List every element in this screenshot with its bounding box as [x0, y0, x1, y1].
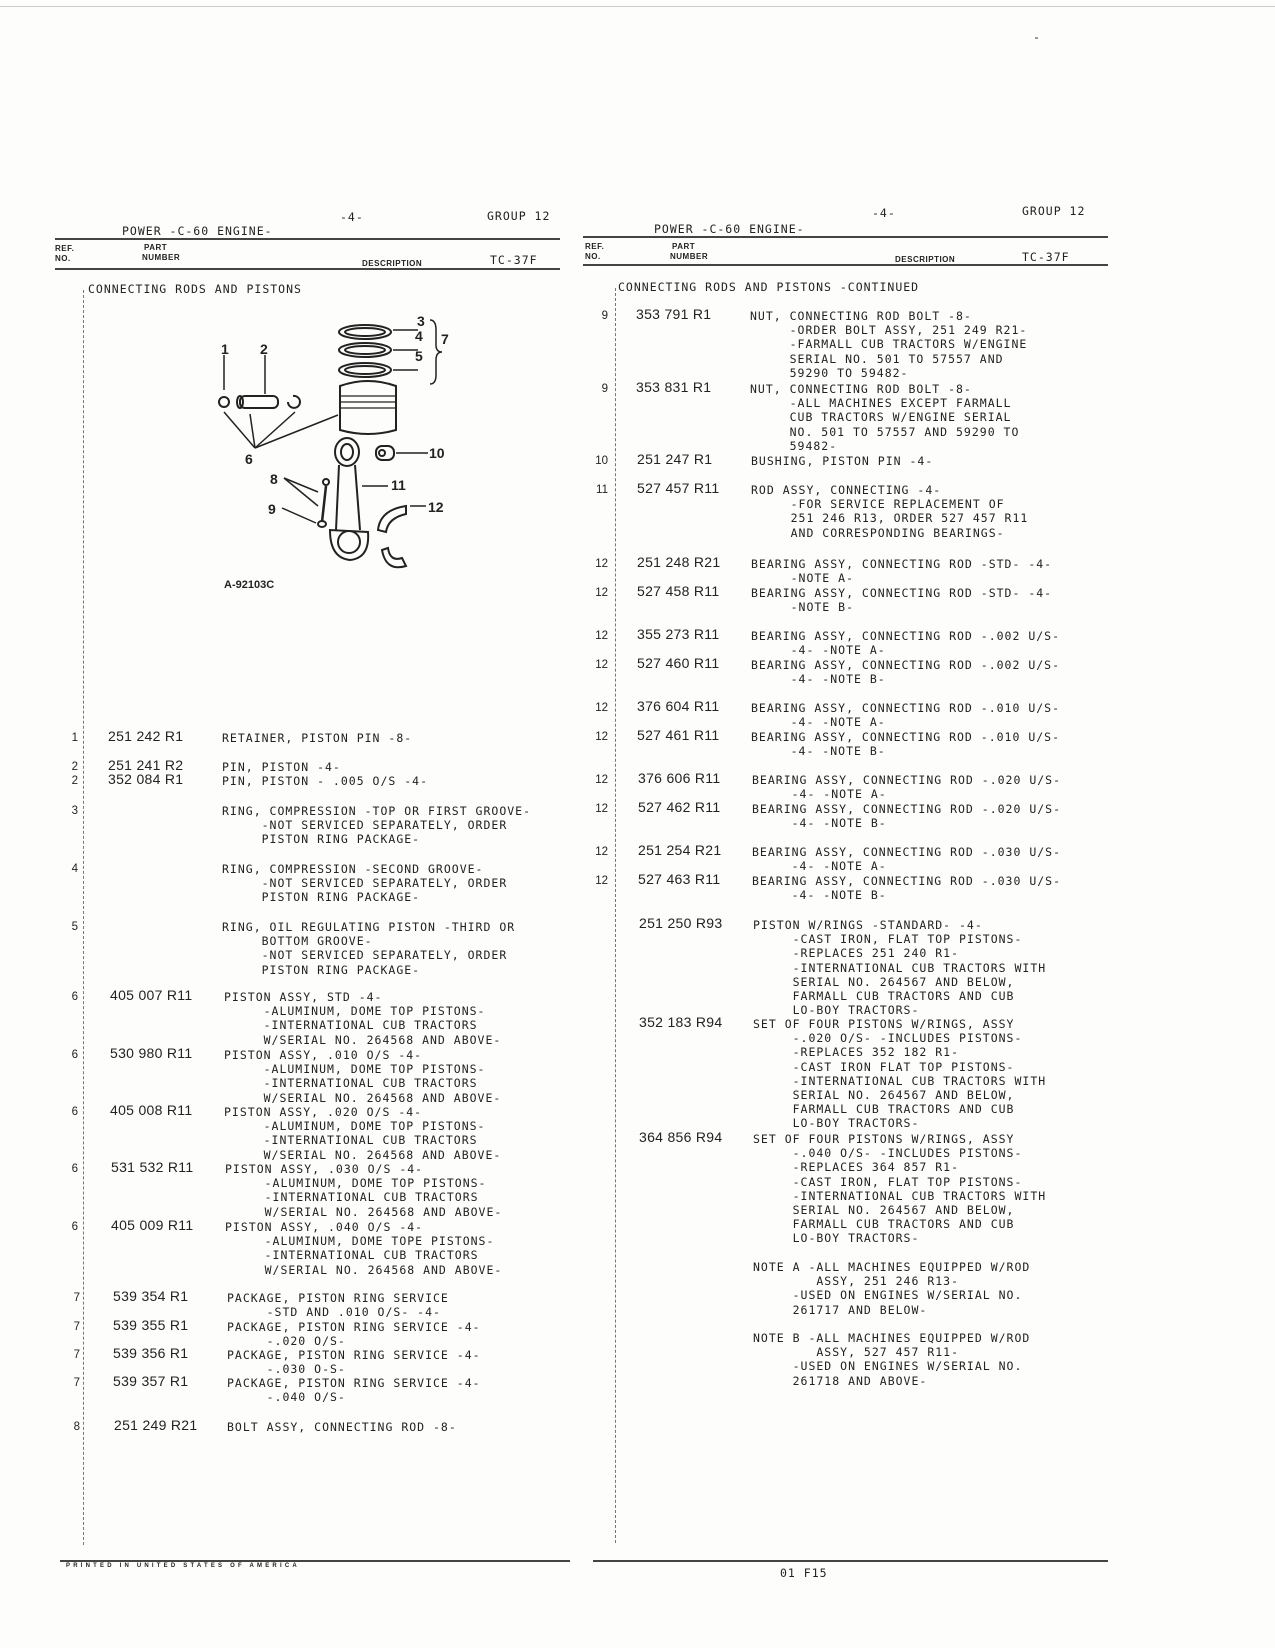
- part-number: 539 356 R1: [113, 1345, 189, 1361]
- description: BOLT ASSY, CONNECTING ROD -8-: [227, 1420, 457, 1434]
- ref-number: 12: [595, 630, 608, 642]
- part-number: 405 008 R11: [110, 1102, 193, 1118]
- callout-10: 10: [429, 445, 445, 461]
- page-number: -4-: [340, 210, 364, 224]
- part-number: 527 461 R11: [637, 727, 720, 743]
- ref-number: 10: [595, 455, 608, 467]
- callout-8: 8: [270, 471, 278, 487]
- col-ref-line2: NO.: [55, 254, 71, 263]
- callout-9: 9: [268, 501, 276, 517]
- description: PISTON W/RINGS -STANDARD- -4- -CAST IRON, FLAT TOP PISTONS- -REPLACES 251 240 R1- -INTERNATIONAL CUB TRACTORS WITH SERIAL NO. 264567 AND BELOW, FARMALL CUB TRACTORS AND CUB LO-BOY TRACTORS-: [753, 918, 1047, 1018]
- part-number: 251 254 R21: [638, 842, 722, 858]
- corner-mark: -: [1033, 30, 1041, 44]
- ref-number: 12: [595, 587, 608, 599]
- catalog-code: TC-37F: [1022, 250, 1070, 264]
- part-number: 527 462 R11: [638, 799, 721, 815]
- ref-number: 6: [71, 1106, 78, 1118]
- engine-title: POWER -C-60 ENGINE-: [122, 224, 273, 238]
- col-ref-line1: REF.: [585, 242, 605, 251]
- part-number: 527 460 R11: [637, 655, 720, 671]
- col-desc-header: DESCRIPTION: [895, 255, 956, 264]
- ref-number: 7: [73, 1377, 80, 1389]
- ref-number: 6: [71, 991, 78, 1003]
- description: BEARING ASSY, CONNECTING ROD -.010 U/S- -4- -NOTE A-: [751, 701, 1061, 730]
- part-number: 405 009 R11: [111, 1217, 194, 1233]
- ref-number: 7: [73, 1292, 80, 1304]
- ring-4-icon: [339, 343, 391, 357]
- section-title: CONNECTING RODS AND PISTONS -CONTINUED: [618, 280, 920, 294]
- ref-number: 6: [71, 1163, 78, 1175]
- header-rule: [55, 238, 560, 240]
- description: BEARING ASSY, CONNECTING ROD -.010 U/S- -4- -NOTE B-: [751, 730, 1061, 759]
- part-number: 251 247 R1: [637, 451, 713, 467]
- ref-number: 12: [595, 846, 608, 858]
- header-rule-bottom: [55, 268, 560, 270]
- part-number: 539 357 R1: [113, 1373, 189, 1389]
- connecting-rod-icon: [330, 438, 368, 560]
- part-number: 251 249 R21: [114, 1417, 198, 1433]
- ref-number: 12: [595, 731, 608, 743]
- ref-number: 7: [73, 1349, 80, 1361]
- callout-4: 4: [415, 328, 423, 344]
- part-number: 251 242 R1: [108, 728, 184, 744]
- description: SET OF FOUR PISTONS W/RINGS, ASSY -.020 O/S- -INCLUDES PISTONS- -REPLACES 352 182 R1- -CAST IRON FLAT TOP PISTONS- -INTERNATIONAL CUB TRACTORS WITH SERIAL NO. 264567 AND BELOW, FARMALL CUB TRACTORS AND CUB LO-BOY TRACTORS-: [753, 1017, 1047, 1131]
- bearing-shells-icon: [378, 506, 406, 567]
- ref-number: 12: [595, 702, 608, 714]
- part-number: 530 980 R11: [110, 1045, 193, 1061]
- part-number: 376 606 R11: [638, 770, 721, 786]
- description: BEARING ASSY, CONNECTING ROD -.002 U/S- -4- -NOTE B-: [751, 658, 1061, 687]
- note-b: NOTE B -ALL MACHINES EQUIPPED W/ROD ASSY, 527 457 R11- -USED ON ENGINES W/SERIAL NO. 261718 AND ABOVE-: [753, 1331, 1031, 1388]
- description: RING, OIL REGULATING PISTON -THIRD OR BOTTOM GROOVE- -NOT SERVICED SEPARATELY, ORDER PISTON RING PACKAGE-: [222, 920, 516, 977]
- description: BEARING ASSY, CONNECTING ROD -.030 U/S- -4- -NOTE A-: [752, 845, 1062, 874]
- header-rule-bottom: [583, 264, 1108, 266]
- part-number: 376 604 R11: [637, 698, 720, 714]
- col-part-line1: PART: [672, 242, 696, 251]
- right-ref-separator: [615, 288, 616, 1543]
- section-title: CONNECTING RODS AND PISTONS: [88, 282, 302, 296]
- figure-id: A-92103C: [224, 579, 275, 591]
- part-number: 527 458 R11: [637, 583, 720, 599]
- ref-number: 3: [71, 805, 78, 817]
- page-number: -4-: [872, 206, 896, 220]
- ref-number: 7: [73, 1321, 80, 1333]
- callout-12: 12: [428, 499, 444, 515]
- callout-11: 11: [391, 477, 406, 493]
- footer-rule-left: [60, 1560, 570, 1562]
- description: PISTON ASSY, .010 O/S -4- -ALUMINUM, DOME TOP PISTONS- -INTERNATIONAL CUB TRACTORS W/SERIAL NO. 264568 AND ABOVE-: [224, 1048, 502, 1105]
- description: PACKAGE, PISTON RING SERVICE -4- -.020 O/S-: [227, 1320, 481, 1349]
- description: PIN, PISTON - .005 O/S -4-: [222, 774, 429, 788]
- rod-nut-icon: [318, 521, 326, 527]
- description: PIN, PISTON -4-: [222, 760, 341, 774]
- ref-number: 11: [596, 484, 608, 496]
- piston-icon: [340, 381, 396, 434]
- description: PISTON ASSY, .020 O/S -4- -ALUMINUM, DOME TOP PISTONS- -INTERNATIONAL CUB TRACTORS W/SERIAL NO. 264568 AND ABOVE-: [224, 1105, 502, 1162]
- ref-number: 8: [73, 1421, 80, 1433]
- footer-rule-right: [593, 1560, 1108, 1562]
- part-number: 352 183 R94: [639, 1014, 723, 1030]
- ref-number: 5: [71, 921, 78, 933]
- piston-rod-diagram: [210, 310, 490, 600]
- description: BEARING ASSY, CONNECTING ROD -STD- -4- -NOTE A-: [751, 557, 1053, 586]
- col-desc-header: DESCRIPTION: [362, 259, 423, 268]
- callout-6: 6: [245, 451, 253, 467]
- group-label: GROUP 12: [1022, 204, 1086, 218]
- col-ref-line2: NO.: [585, 252, 601, 261]
- part-number: 251 250 R93: [639, 915, 723, 931]
- description: NUT, CONNECTING ROD BOLT -8- -ORDER BOLT ASSY, 251 249 R21- -FARMALL CUB TRACTORS W/ENGINE SERIAL NO. 501 TO 57557 AND 59290 TO 59482-: [750, 309, 1028, 380]
- left-ref-separator: [83, 290, 84, 1545]
- scan-top-edge: [0, 6, 1275, 7]
- footer-code: 01 F15: [780, 1566, 828, 1580]
- col-part-line1: PART: [144, 243, 168, 252]
- piston-pin-icon: [237, 396, 278, 408]
- col-part-line2: NUMBER: [670, 252, 709, 261]
- description: RING, COMPRESSION -SECOND GROOVE- -NOT SERVICED SEPARATELY, ORDER PISTON RING PACKAGE-: [222, 862, 508, 905]
- catalog-code: TC-37F: [490, 253, 538, 267]
- part-number: 353 791 R1: [636, 306, 712, 322]
- description: SET OF FOUR PISTONS W/RINGS, ASSY -.040 O/S- -INCLUDES PISTONS- -REPLACES 364 857 R1- -CAST IRON, FLAT TOP PISTONS- -INTERNATIONAL CUB TRACTORS WITH SERIAL NO. 264567 AND BELOW, FARMALL CUB TRACTORS AND CUB LO-BOY TRACTORS-: [753, 1132, 1047, 1246]
- part-number: 364 856 R94: [639, 1129, 723, 1145]
- ref-number: 2: [71, 775, 78, 787]
- ref-number: 2: [71, 761, 78, 773]
- col-ref-line1: REF.: [55, 244, 75, 253]
- header-rule: [583, 236, 1108, 238]
- part-number: 352 084 R1: [108, 771, 184, 787]
- description: ROD ASSY, CONNECTING -4- -FOR SERVICE REPLACEMENT OF 251 246 R13, ORDER 527 457 R11 AND CORRESPONDING BEARINGS-: [751, 483, 1029, 540]
- ref-number: 12: [595, 774, 608, 786]
- printed-in-usa: PRINTED IN UNITED STATES OF AMERICA: [66, 1563, 300, 1569]
- engine-title: POWER -C-60 ENGINE-: [654, 222, 805, 236]
- col-part-header: [670, 242, 708, 262]
- callout-7: 7: [441, 331, 449, 347]
- ref-number: 6: [71, 1221, 78, 1233]
- description: BEARING ASSY, CONNECTING ROD -.020 U/S- -4- -NOTE B-: [752, 802, 1062, 831]
- part-number: 251 241 R2: [108, 757, 184, 773]
- description: NUT, CONNECTING ROD BOLT -8- -ALL MACHINES EXCEPT FARMALL CUB TRACTORS W/ENGINE SERIAL NO. 501 TO 57557 AND 59290 TO 59482-: [750, 382, 1020, 453]
- part-number: 405 007 R11: [110, 987, 193, 1003]
- ref-number: 12: [595, 659, 608, 671]
- ref-number: 12: [595, 558, 608, 570]
- part-number: 527 463 R11: [638, 871, 721, 887]
- ref-number: 4: [71, 863, 78, 875]
- part-number: 355 273 R11: [637, 626, 720, 642]
- part-number: 539 354 R1: [113, 1288, 189, 1304]
- group-label: GROUP 12: [487, 209, 551, 223]
- description: PISTON ASSY, STD -4- -ALUMINUM, DOME TOP PISTONS- -INTERNATIONAL CUB TRACTORS W/SERIAL NO. 264568 AND ABOVE-: [224, 990, 502, 1047]
- col-part-header: [142, 243, 180, 263]
- callout-3: 3: [417, 313, 425, 329]
- ref-number: 1: [71, 732, 78, 744]
- ref-number: 9: [601, 310, 608, 322]
- callout-1: 1: [221, 341, 229, 357]
- ref-number: 9: [601, 383, 608, 395]
- callout-2: 2: [260, 341, 268, 357]
- note-a: NOTE A -ALL MACHINES EQUIPPED W/ROD ASSY, 251 246 R13- -USED ON ENGINES W/SERIAL NO. 261717 AND BELOW-: [753, 1260, 1031, 1317]
- rod-bolt-icon: [322, 479, 329, 522]
- retainer-left-icon: [219, 397, 229, 407]
- description: PISTON ASSY, .040 O/S -4- -ALUMINUM, DOME TOPE PISTONS- -INTERNATIONAL CUB TRACTORS W/SERIAL NO. 264568 AND ABOVE-: [225, 1220, 503, 1277]
- col-ref-header: [585, 242, 604, 262]
- ring-3-icon: [339, 325, 391, 339]
- col-ref-header: [55, 244, 74, 264]
- ring-5-icon: [339, 363, 391, 377]
- part-number: 539 355 R1: [113, 1317, 189, 1333]
- description: BEARING ASSY, CONNECTING ROD -.020 U/S- -4- -NOTE A-: [752, 773, 1062, 802]
- part-number: 251 248 R21: [637, 554, 721, 570]
- part-number: 527 457 R11: [637, 480, 720, 496]
- description: PACKAGE, PISTON RING SERVICE -STD AND .010 O/S- -4-: [227, 1291, 449, 1320]
- callout-5: 5: [415, 348, 423, 364]
- ref-number: 6: [71, 1049, 78, 1061]
- description: BUSHING, PISTON PIN -4-: [751, 454, 934, 468]
- ref-number: 12: [595, 803, 608, 815]
- part-number: 531 532 R11: [111, 1159, 194, 1175]
- col-part-line2: NUMBER: [142, 253, 181, 262]
- bushing-icon: [376, 446, 394, 460]
- description: RETAINER, PISTON PIN -8-: [222, 731, 413, 745]
- ref-number: 12: [595, 875, 608, 887]
- retainer-right-icon: [288, 396, 300, 408]
- description: PACKAGE, PISTON RING SERVICE -4- -.030 O-S-: [227, 1348, 481, 1377]
- part-number: 353 831 R1: [636, 379, 712, 395]
- description: BEARING ASSY, CONNECTING ROD -.030 U/S- -4- -NOTE B-: [752, 874, 1062, 903]
- description: BEARING ASSY, CONNECTING ROD -.002 U/S- -4- -NOTE A-: [751, 629, 1061, 658]
- description: RING, COMPRESSION -TOP OR FIRST GROOVE- -NOT SERVICED SEPARATELY, ORDER PISTON RING PACKAGE-: [222, 804, 532, 847]
- description: PISTON ASSY, .030 O/S -4- -ALUMINUM, DOME TOP PISTONS- -INTERNATIONAL CUB TRACTORS W/SERIAL NO. 264568 AND ABOVE-: [225, 1162, 503, 1219]
- description: BEARING ASSY, CONNECTING ROD -STD- -4- -NOTE B-: [751, 586, 1053, 615]
- description: PACKAGE, PISTON RING SERVICE -4- -.040 O/S-: [227, 1376, 481, 1405]
